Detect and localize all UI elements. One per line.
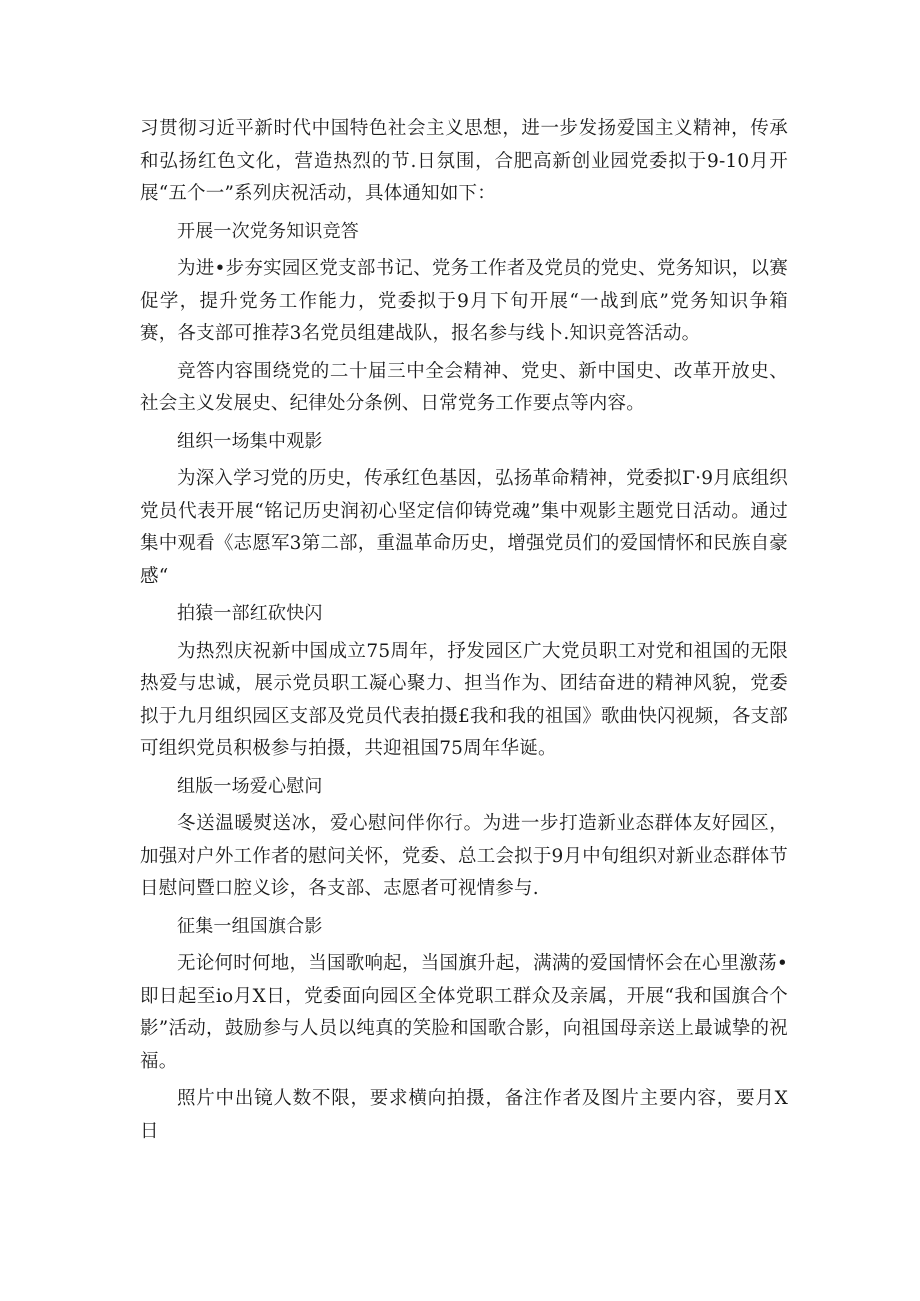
section-heading: 征集一组国旗合影 bbox=[177, 915, 323, 937]
section-heading: 拍猿一部红砍快闪 bbox=[177, 603, 323, 624]
section-paragraph: 冬送温暖熨送冰，爱心慰问伴你行。为进一步打造新业态群体友好园区，加强对户外工作者的慰问关怀，党委、总工会拟于9月中旬组织对新业态群体节日慰问暨口腔义诊，各支部、志愿者可视情参与. bbox=[140, 813, 788, 899]
section-paragraph: 竞答内容围绕党的二十届三中全会精神、党史、新中国史、改革开放史、社会主义发展史、纪律处分条例、日常党务工作要点等内容。 bbox=[140, 360, 788, 414]
section-quiz bbox=[140, 216, 788, 421]
intro-paragraph: 习贯彻习近平新时代中国特色社会主义思想，进一步发扬爱国主义精神，传承和弘扬红色文化，营造热烈的节.日氛围，合肥高新创业园党委拟于9-10月开展“五个一”系列庆祝活动，具体通知如下： bbox=[140, 118, 788, 204]
document-body bbox=[140, 113, 788, 1153]
section-paragraph: 无论何时何地，当国歌响起，当国旗升起，满满的爱国情怀会在心里激荡•即日起至io月X日，党委面向园区全体党职工群众及亲属，开展“我和国旗合个影”活动，鼓励参与人员以纯真的笑脸和国歌合影，向祖国母亲送上最诚挚的祝福。 bbox=[140, 953, 788, 1072]
section-film bbox=[140, 426, 788, 594]
section-paragraph: 为进•步夯实园区党支部书记、党务工作者及党员的党史、党务知识，以赛促学，提升党务工作能力，党委拟于9月下旬开展“一战到底”党务知识争箱赛，各支部可推荐3名党员组建战队，报名参与线卜.知识竞答活动。 bbox=[140, 258, 788, 344]
section-paragraph: 照片中出镜人数不限，要求横向拍摄，备注作者及图片主要内容，要月X日 bbox=[140, 1088, 788, 1142]
section-heading: 组版一场爱心慰问 bbox=[177, 775, 323, 797]
section-flag-photo bbox=[140, 911, 788, 1149]
section-heading: 开展一次党务知识竞答 bbox=[177, 220, 359, 242]
section-visit bbox=[140, 771, 788, 906]
section-paragraph: 为热烈庆祝新中国成立75周年，抒发园区广大党员职工对党和祖国的无限热爱与忠诚，展示党员职工凝心聚力、担当作为、团结奋进的精神风貌，党委拟于九月组织园区支部及党员代表拍摄£我和我的祖国》歌曲快闪视频，各支部可组织党员积极参与拍摄，共迎祖国75周年华诞。 bbox=[140, 640, 788, 759]
section-paragraph: 为深入学习党的历史，传承红色基因，弘扬革命精神，党委拟Γ·9月底组织党员代表开展“铭记历史润初心坚定信仰铸党魂”集中观影主题党日活动。通过集中观看《志愿军3第二部，重温革命历史，增强党员们的爱国情怀和民族自豪感“ bbox=[140, 468, 788, 587]
section-flashmob bbox=[140, 598, 788, 766]
section-heading: 组织一场集中观影 bbox=[177, 430, 323, 452]
